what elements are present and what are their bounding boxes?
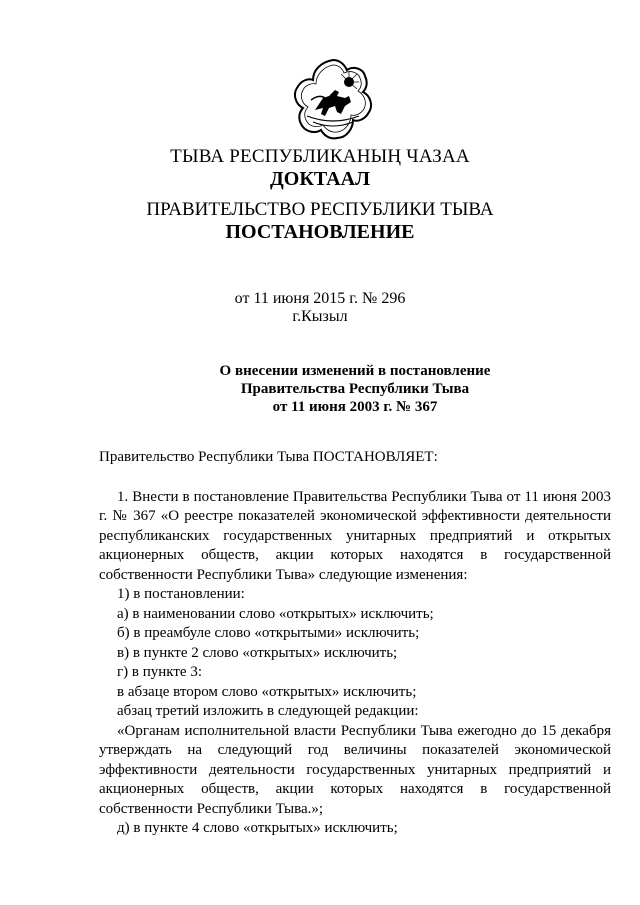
body-paragraph: 1. Внести в постановление Правительства Республики Тыва от 11 июня 2003 г. № 367 «О реестре показателей экономической эффективности деятельности республиканских государственных унитарных предприятий и открытых акционерных обществ, акции которых находятся в государственной собственности Республики Тыва» следующие изменения: bbox=[99, 488, 611, 583]
header-line-government: ПРАВИТЕЛЬСТВО РЕСПУБЛИКИ ТЫВА bbox=[146, 199, 494, 220]
tuva-emblem-icon bbox=[289, 56, 377, 144]
subject-line: Правительства Республики Тыва bbox=[240, 381, 470, 397]
body-paragraph: г) в пункте 3: bbox=[117, 664, 203, 680]
body-intro: Правительство Республики Тыва ПОСТАНОВЛЯЕТ: bbox=[99, 449, 438, 465]
body-paragraph: абзац третий изложить в следующей редакции: bbox=[117, 703, 419, 719]
body-paragraph: «Органам исполнительной власти Республики Тыва ежегодно до 15 декабря утверждать на следующий год величины показателей экономической эффективности деятельности государственных унитарных предприятий и акционерных обществ, акции которых находятся в государственной собственности Республики Тыва.»; bbox=[99, 722, 611, 817]
header-line-resolution: ПОСТАНОВЛЕНИЕ bbox=[225, 221, 415, 243]
body-paragraph: в) в пункте 2 слово «открытых» исключить; bbox=[117, 644, 398, 661]
document-body bbox=[99, 448, 611, 839]
document-date-number: от 11 июня 2015 г. № 296 bbox=[234, 290, 406, 307]
subject-line: от 11 июня 2003 г. № 367 bbox=[272, 399, 438, 415]
body-paragraph: б) в преамбуле слово «открытыми» исключить; bbox=[117, 625, 420, 641]
body-paragraph: в абзаце втором слово «открытых» исключить; bbox=[117, 683, 417, 700]
document-city: г.Кызыл bbox=[292, 308, 348, 325]
header-line-doktaal: ДОКТААЛ bbox=[270, 168, 370, 190]
document-subject bbox=[190, 362, 520, 416]
header-line-tuvan-government: ТЫВА РЕСПУБЛИКАНЫҢ ЧАЗАА bbox=[170, 146, 470, 167]
body-paragraph: а) в наименовании слово «открытых» исключить; bbox=[117, 605, 434, 622]
body-paragraph: д) в пункте 4 слово «открытых» исключить; bbox=[117, 820, 398, 836]
body-paragraph: 1) в постановлении: bbox=[117, 586, 245, 602]
subject-line: О внесении изменений в постановление bbox=[219, 363, 491, 379]
